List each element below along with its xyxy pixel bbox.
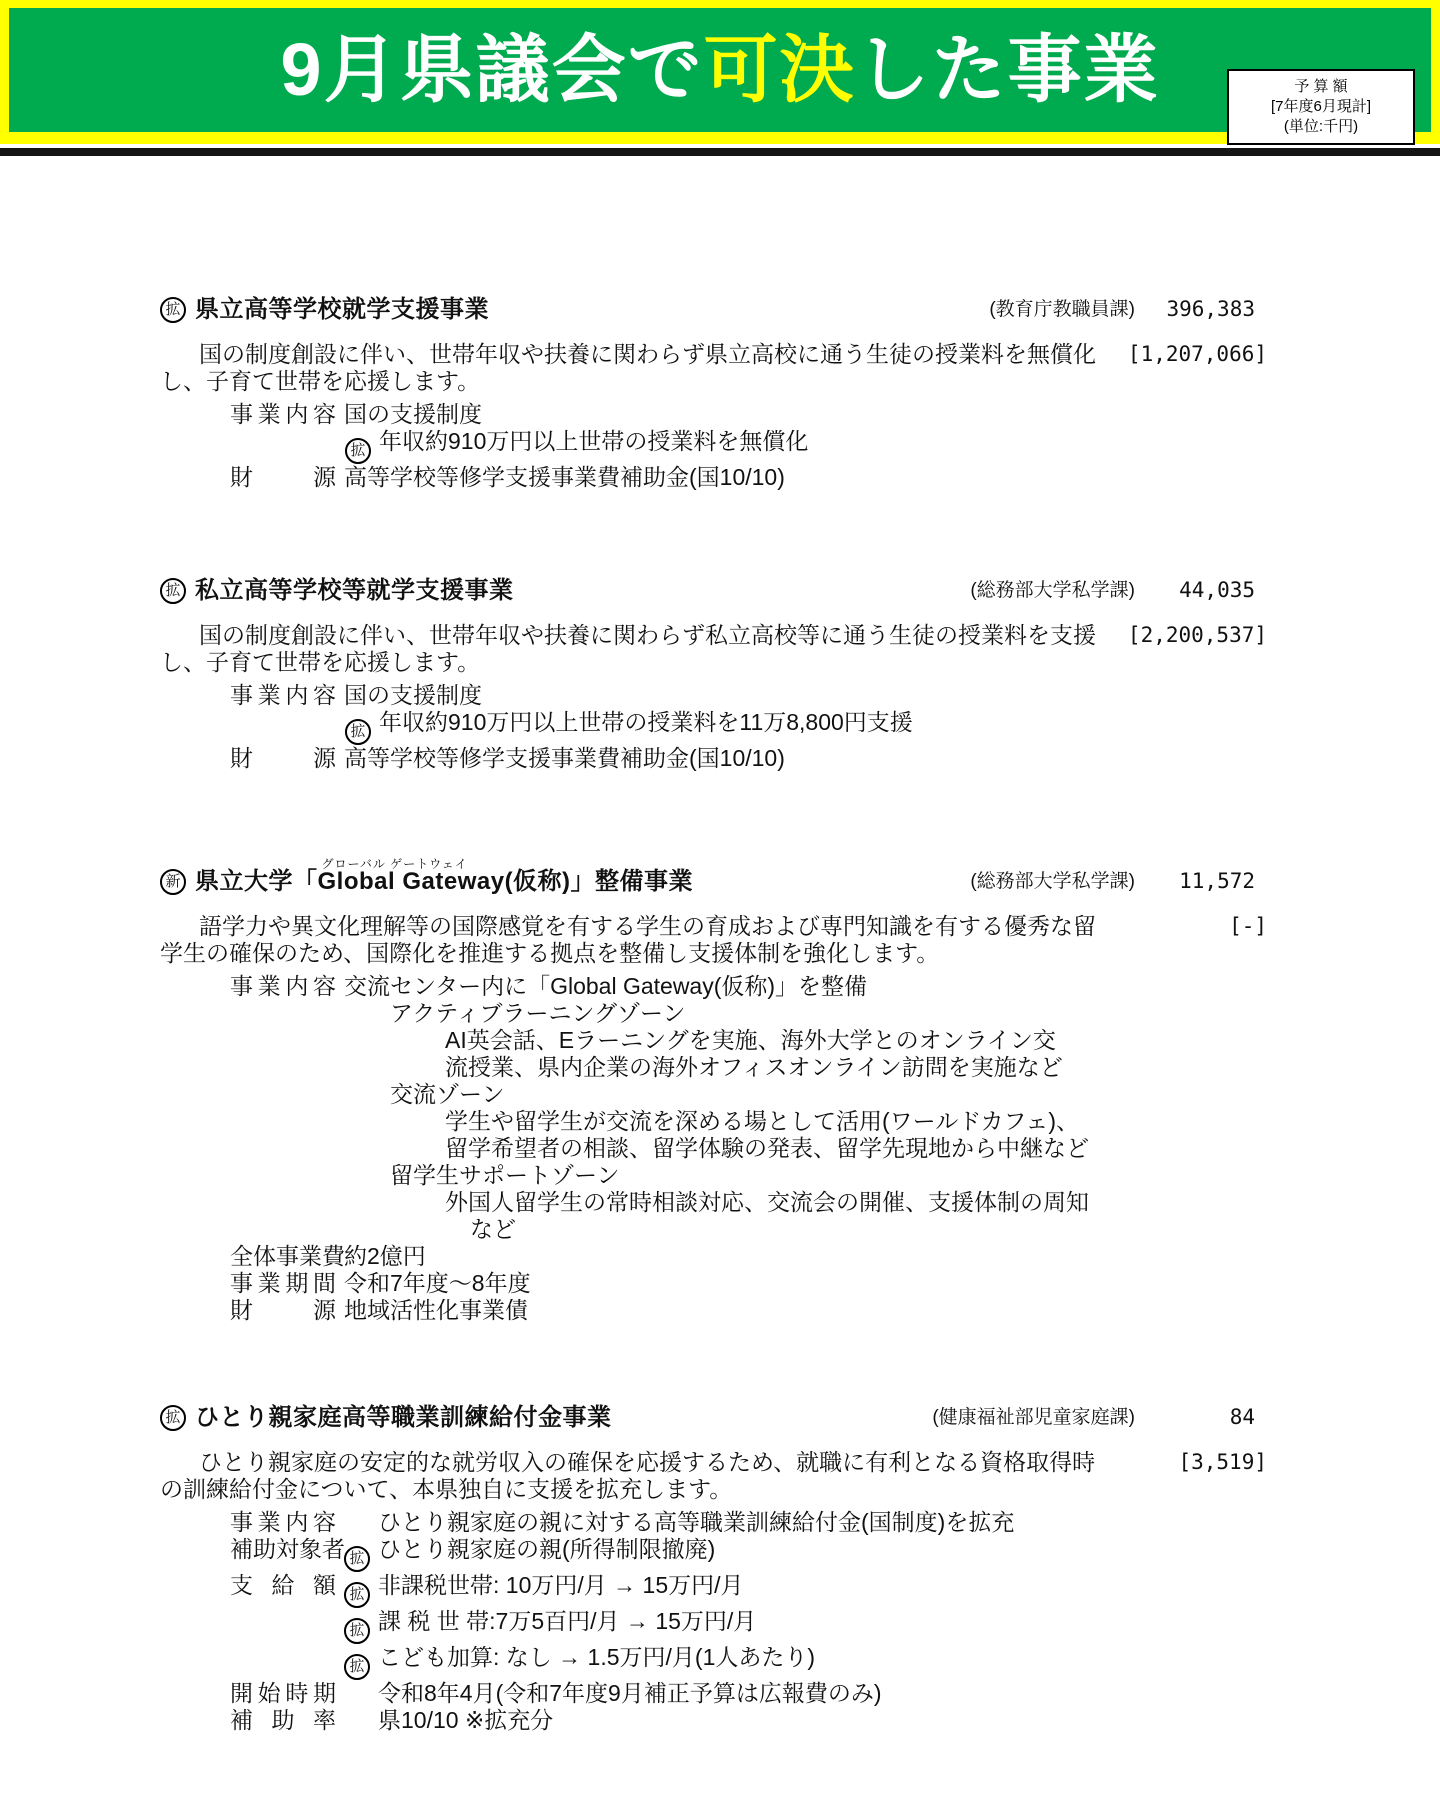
section-bracket-amount: [3,519] [1178,1450,1267,1474]
detail-label: 支給額 [230,1572,336,1598]
detail-line [160,1216,1255,1243]
detail-text: ひとり親家庭の親(所得制限撤廃) [378,1536,716,1562]
description-line: の訓練給付金について、本県独自に支援を拡充します。 [160,1476,733,1502]
detail-label: 事業内容 [230,682,336,708]
description-line: し、子育て世帯を応援します。 [160,368,481,394]
detail-line [160,401,1255,428]
section-mark-icon: 拡 [160,1405,186,1431]
description-line: 国の制度創設に伴い、世帯年収や扶養に関わらず県立高校に通う生徒の授業料を無償化 [199,341,1096,367]
section-department: (総務部大学私学課) [970,580,1135,601]
detail-line [160,973,1255,1000]
detail-text: 外国人留学生の常時相談対応、交流会の開催、支援体制の周知 [445,1189,1089,1215]
section-mark-icon: 拡 [160,578,186,604]
detail-line [160,464,1255,491]
detail-label: 事業内容 [230,1509,336,1535]
detail-line [160,428,1255,464]
section-4 [160,1404,1267,1734]
detail-line [160,1189,1255,1216]
budget-note-line1: 予 算 額 [1294,78,1348,95]
detail-text: 高等学校等修学支援事業費補助金(国10/10) [344,745,785,771]
page-title-pre: 9月県議会で [280,28,704,111]
banner-underline [0,148,1440,156]
section-budget-amount: 396,383 [1166,297,1255,321]
detail-label: 事業期間 [230,1270,336,1296]
expand-mark-icon: 拡 [345,438,371,464]
expand-mark-icon: 拡 [344,1582,370,1608]
expand-mark-icon: 拡 [344,1654,370,1680]
section-department: (健康福祉部児童家庭課) [932,1407,1135,1428]
section-heading [160,857,1255,895]
detail-text: 国の支援制度 [344,682,482,708]
section-bracket-amount: [2,200,537] [1127,623,1267,647]
expand-mark-icon: 拡 [344,1546,370,1572]
detail-label: 財源 [230,1297,336,1323]
section-title: 私立高等学校等就学支援事業 [195,577,514,604]
description-line: 学生の確保のため、国際化を推進する拠点を整備し支援体制を強化します。 [160,940,940,966]
section-bracket-amount: [-] [1229,914,1267,938]
section-2 [160,577,1267,772]
section-details [160,1509,1255,1734]
detail-text: 留学希望者の相談、留学体験の発表、留学先現地から中継など [445,1135,1089,1161]
detail-line [160,1081,1255,1108]
detail-text: 約2億円 [344,1243,426,1269]
detail-line [160,1054,1255,1081]
detail-text: こども加算: なし → 1.5万円/月(1人あたり) [378,1644,816,1670]
detail-text: 学生や留学生が交流を深める場として活用(ワールドカフェ)、 [445,1108,1080,1134]
detail-line [160,1608,1255,1644]
detail-text: 交流センター内に「Global Gateway(仮称)」を整備 [344,973,868,999]
detail-line [160,682,1255,709]
section-details [160,973,1255,1324]
section-3 [160,857,1267,1324]
section-description [160,622,1267,676]
section-department: (教育庁教職員課) [989,299,1135,320]
detail-text: 流授業、県内企業の海外オフィスオンライン訪問を実施など [445,1054,1063,1080]
detail-text: 非課税世帯: 10万円/月 → 15万円/月 [378,1572,744,1598]
description-line: 語学力や異文化理解等の国際感覚を有する学生の育成および専門知識を有する優秀な留 [199,913,1096,939]
budget-note-line3: (単位:千円) [1283,118,1359,135]
section-bracket-amount: [1,207,066] [1127,342,1267,366]
detail-text: 留学生サポートゾーン [390,1162,620,1188]
detail-label: 全体事業費 [230,1243,345,1269]
section-title: ひとり親家庭高等職業訓練給付金事業 [195,1404,612,1431]
detail-text: 地域活性化事業債 [344,1297,528,1323]
section-details [160,401,1255,491]
detail-label: 補助率 [230,1707,336,1733]
section-heading [160,1404,1255,1431]
detail-line [160,1270,1255,1297]
detail-line [160,1680,1255,1707]
section-title-latin: Global Gateway グローバル ゲートウェイ [318,868,505,895]
detail-text: 年収約910万円以上世帯の授業料を無償化 [379,428,809,454]
section-budget-amount: 84 [1229,1405,1255,1429]
detail-text: 国の支援制度 [344,401,482,427]
detail-text: 令和7年度〜8年度 [344,1270,531,1296]
section-title: 県立高等学校就学支援事業 [195,296,489,323]
detail-line [160,1000,1255,1027]
detail-text: 高等学校等修学支援事業費補助金(国10/10) [344,464,785,490]
detail-line [160,745,1255,772]
detail-label: 財源 [230,745,336,771]
detail-label: 開始時期 [230,1680,336,1706]
detail-text: 県10/10 ※拡充分 [378,1707,554,1733]
page-title-post: した事業 [855,28,1160,111]
section-budget-amount: 11,572 [1179,869,1255,893]
detail-label: 事業内容 [230,401,336,427]
detail-label: 事業内容 [230,973,336,999]
expand-mark-icon: 拡 [344,1618,370,1644]
detail-line [160,1536,1255,1572]
section-description [160,1449,1267,1503]
expand-mark-icon: 拡 [345,719,371,745]
detail-label: 補助対象者 [230,1536,345,1562]
detail-line [160,709,1255,745]
section-1 [160,296,1267,491]
detail-text: 課 税 世 帯:7万5百円/月 → 15万円/月 [378,1608,757,1634]
description-line: し、子育て世帯を応援します。 [160,649,481,675]
description-line: ひとり親家庭の安定的な就労収入の確保を応援するため、就職に有利となる資格取得時 [199,1449,1096,1475]
detail-text: 年収約910万円以上世帯の授業料を11万8,800円支援 [379,709,913,735]
budget-note-line2: [7年度6月現計] [1270,98,1372,115]
detail-label: 財源 [230,464,336,490]
header-banner [0,0,1440,144]
detail-text: ひとり親家庭の親に対する高等職業訓練給付金(国制度)を拡充 [378,1509,1015,1535]
description-line: 国の制度創設に伴い、世帯年収や扶養に関わらず私立高校等に通う生徒の授業料を支援 [199,622,1096,648]
section-details [160,682,1255,772]
detail-text: AI英会話、Eラーニングを実施、海外大学とのオンライン交 [445,1027,1056,1053]
section-description [160,341,1267,395]
detail-line [160,1572,1255,1608]
section-mark-icon: 新 [160,869,186,895]
detail-line [160,1243,1255,1270]
detail-text: アクティブラーニングゾーン [390,1000,686,1026]
budget-note-box [1227,69,1415,145]
section-title-furigana: グローバル ゲートウェイ [321,857,468,871]
detail-text: 令和8年4月(令和7年度9月補正予算は広報費のみ) [378,1680,882,1706]
sections [160,296,1267,1734]
detail-line [160,1297,1255,1324]
detail-line [160,1509,1255,1536]
section-title: 県立大学「Global Gateway グローバル ゲートウェイ (仮称)」整備事業 [195,868,693,895]
section-description [160,913,1267,967]
section-heading [160,577,1255,604]
detail-line [160,1135,1255,1162]
section-budget-amount: 44,035 [1179,578,1255,602]
detail-line [160,1644,1255,1680]
page-title-highlight: 可決 [703,28,856,111]
detail-line [160,1707,1255,1734]
detail-line [160,1162,1255,1189]
banner-green-panel [9,8,1431,135]
section-mark-icon: 拡 [160,297,186,323]
detail-text: 交流ゾーン [390,1081,505,1107]
detail-line [160,1027,1255,1054]
detail-line [160,1108,1255,1135]
section-heading [160,296,1255,323]
detail-text: など [470,1216,516,1242]
section-department: (総務部大学私学課) [970,871,1135,892]
page-title [280,28,1160,111]
